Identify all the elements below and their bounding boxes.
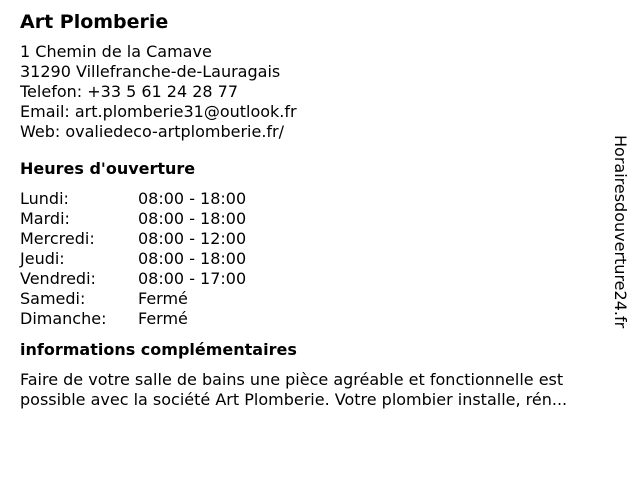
info-line-2: possible avec la société Art Plomberie. Votre plombier installe, rén... <box>20 390 568 409</box>
hours-time: 08:00 - 12:00 <box>138 229 247 248</box>
hours-day: Jeudi: <box>20 249 65 268</box>
hours-day: Dimanche: <box>20 309 107 328</box>
hours-time: Fermé <box>138 289 188 308</box>
hours-day: Vendredi: <box>20 269 96 288</box>
hours-row-saturday <box>20 289 610 309</box>
hours-row-thursday <box>20 249 610 269</box>
hours-time: Fermé <box>138 309 188 328</box>
hours-row-wednesday <box>20 229 610 249</box>
email-line: Email: art.plomberie31@outlook.fr <box>20 102 297 121</box>
hours-row-tuesday <box>20 209 610 229</box>
hours-row-sunday <box>20 309 610 329</box>
web-line: Web: ovaliedeco-artplomberie.fr/ <box>20 122 284 141</box>
hours-day: Mercredi: <box>20 229 95 248</box>
info-line-1: Faire de votre salle de bains une pièce agréable et fonctionnelle est <box>20 370 564 389</box>
hours-day: Mardi: <box>20 209 70 228</box>
address-line-1: 1 Chemin de la Camave <box>20 42 212 61</box>
business-card <box>20 10 610 410</box>
info-description <box>20 370 620 410</box>
contact-block <box>20 42 610 142</box>
address-line-2: 31290 Villefranche-de-Lauragais <box>20 62 281 81</box>
hours-time: 08:00 - 18:00 <box>138 189 247 208</box>
hours-row-monday <box>20 189 610 209</box>
hours-row-friday <box>20 269 610 289</box>
hours-day: Lundi: <box>20 189 69 208</box>
phone-line: Telefon: +33 5 61 24 28 77 <box>20 82 239 101</box>
hours-time: 08:00 - 18:00 <box>138 249 247 268</box>
hours-time: 08:00 - 18:00 <box>138 209 247 228</box>
info-heading: informations complémentaires <box>20 340 297 359</box>
hours-table <box>20 189 610 329</box>
hours-heading: Heures d'ouverture <box>20 159 196 178</box>
business-name: Art Plomberie <box>20 11 169 33</box>
site-watermark: Horairesdouverture24.fr <box>611 135 630 329</box>
hours-time: 08:00 - 17:00 <box>138 269 247 288</box>
hours-day: Samedi: <box>20 289 86 308</box>
